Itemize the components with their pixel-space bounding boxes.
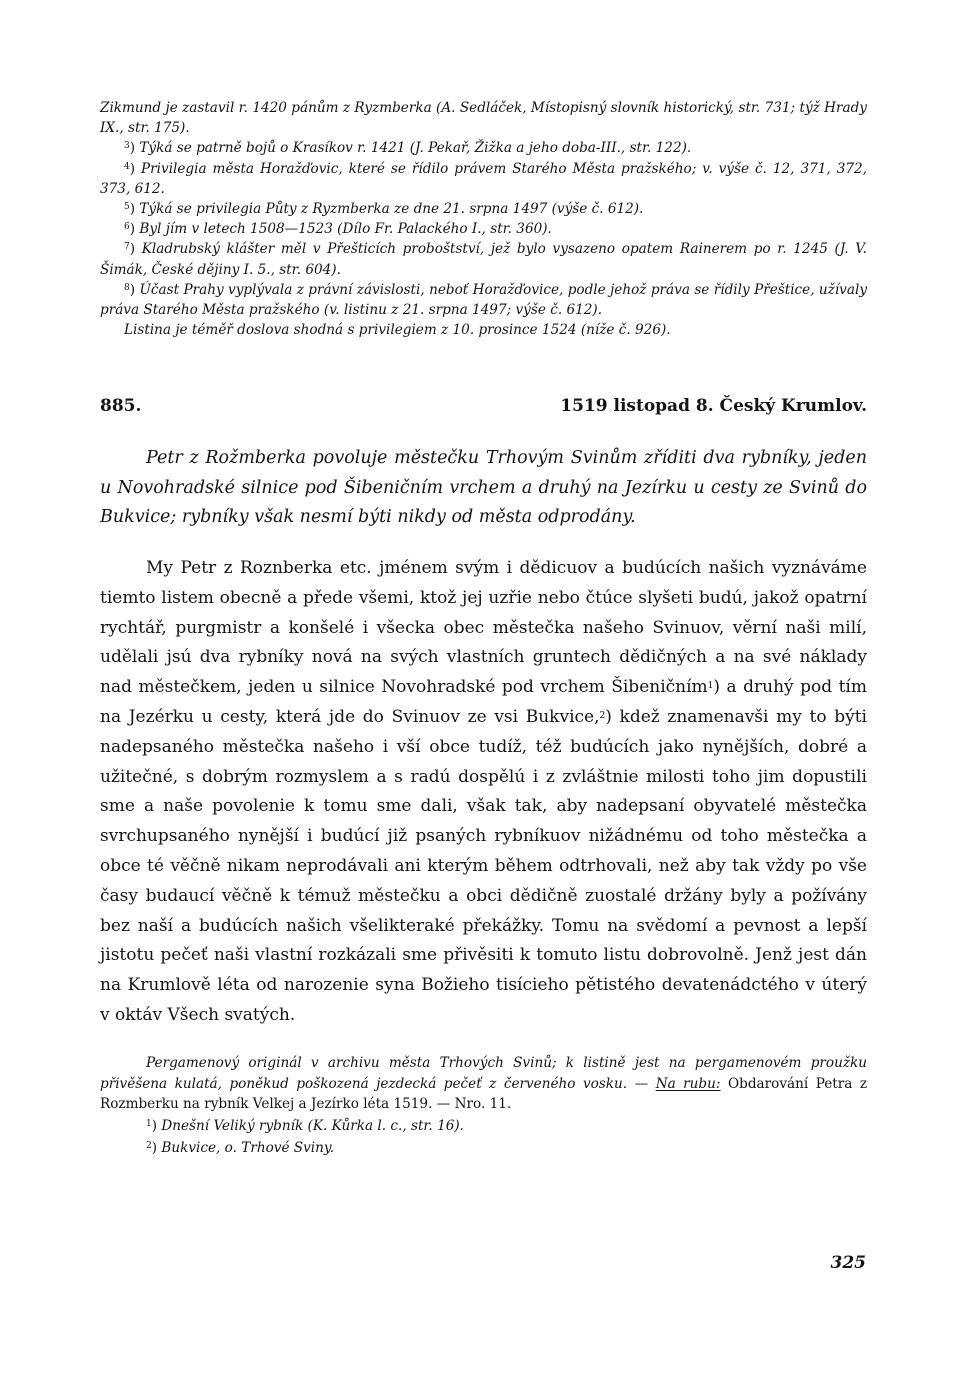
footnote-remark: Listina je téměř doslova shodná s privilegiem z 10. prosince 1524 (níže č. 926). <box>124 322 671 339</box>
note-footnote-1: $^1$) Dnešní Veliký rybník (K. Kůrka l. c., str. 16). <box>146 1118 464 1135</box>
document-heading <box>100 396 867 416</box>
regest: Petr z Rožmberka povoluje městečku Trhovým Svinům zříditi dva rybníky, jeden u Novohradské silnice pod Šibeničním vrchem a druhý na Jezírku u cesty ze Svinů do Bukvice; rybníky však nesmí býti nikdy od města odprodány. <box>100 448 867 527</box>
document-number: 885. <box>100 396 142 417</box>
source-note: Pergamenový originál v archivu města Trhových Svinů; k listině jest na pergamenovém proužku přivěšena kulatá, poněkud poškozená jezdecká pečeť z červeného vosku. — Na rubu: Obdarování Petra z Rozmberku na rybník Velkej a Jezírko léta 1519. — Nro. 11. <box>100 1054 867 1113</box>
footnote-marker: 7 <box>124 242 130 253</box>
footnote-marker: 3 <box>124 141 130 152</box>
footnote-marker: 1 <box>146 1119 152 1130</box>
document-date-place: 1519 listopad 8. Český Krumlov. <box>560 396 867 417</box>
footnote-marker: 8 <box>124 282 130 293</box>
footnote-5: $^5$) Týká se privilegia Půty z Ryzmberka ze dne 21. srpna 1497 (výše č. 612). <box>124 201 644 218</box>
footnote-marker: 5 <box>124 202 130 213</box>
footnote-marker: 2 <box>146 1141 152 1152</box>
footnote-7: $^7$) Kladrubský klášter měl v Přešticích proboštství, jež bylo vysazeno opatem Rainerem po r. 1245 (J. V. Šimák, České dějiny I. 5., str. 604). <box>100 241 867 278</box>
page <box>100 98 867 1159</box>
na-rubu-label: Na rubu: <box>655 1075 721 1092</box>
top-footnotes <box>100 98 867 340</box>
notes <box>100 1053 867 1159</box>
footnote-ref: 2 <box>599 711 606 722</box>
footnote-8: $^8$) Účast Prahy vyplývala z právní závislosti, neboť Horažďovice, podle jehož práva se řídily Přeštice, užívaly práva Starého Města pražského (v. listinu z 21. srpna 1497; výše č. 612). <box>100 281 867 319</box>
footnote-4: $^4$) Privilegia města Horažďovic, které se řídilo právem Starého Města pražského; v. výše č. 12, 371, 372, 373, 612. <box>100 160 867 197</box>
footnote-3: $^3$) Týká se patrně bojů o Krasíkov r. 1421 (J. Pekař, Žižka a jeho doba-III., str. 122). <box>124 140 692 157</box>
charter-text: My Petr z Roznberka etc. jménem svým i dědicuov a budúcích našich vyznáváme tiemto listem obecně a předе všemi, ktož jej uzřie nebo čtúce slyšeti budú, jakož opatrní rychtář, purgmistr a konšelé i všecka obec městečka našeho Svinuov, věrní naši milí, udělali jsú dva rybníky nová na svých vlastních gruntech dědičných a na své náklady nad městečkem, jeden u silnice Novohradské pod vrchem Šibeničním$^1$) a druhý pod tím na Jezérku u cesty, která jde do Svinuov ze vsi Bukvice,$^2$) kdež znamenavši my to býti nadepsaného městečka našeho i vší obce tudíž, též budúcích jako nynějších, dobré a užitečné, s dobrým rozmyslem a s radú dospělú i z zvláštnie milosti toho jim dopustili sme a naše povolenie k tomu sme dali, však tak, aby nadepsaní obyvatelé městečka svrchupsaného nynější i budúcí již psaných rybníkuov nižádnému od toho městečka a obce té věčně nikam neprodávali ani kterým během odtrhovali, než aby tak vždy po vše časy budaucí věčně k témuž městečku a obci dědičně zuostalé držány byly a požívány bez naší a budúcích našich všelikteraké překážky. Tomu na svědomí a pevnost a lepší jistotu pečeť naši vlastní rozkázali sme přivěsiti k tomuto listu dobrovolně. Jenž jest dán na Krumlově léta od narozenie syna Božieho tisícieho pětistého devatenádctého v úterý v oktáv Všech svatých. <box>100 558 867 1025</box>
footnote-marker: 4 <box>124 161 130 172</box>
footnote-marker: 6 <box>124 222 130 233</box>
footnote-continuation: Zikmund je zastavil r. 1420 pánům z Ryzmberka (A. Sedláček, Místopisný slovník historický, str. 731; týž Hrady IX., str. 175). <box>100 100 867 137</box>
note-footnote-2: $^2$) Bukvice, o. Trhové Sviny. <box>146 1140 335 1157</box>
footnote-6: $^6$) Byl jím v letech 1508—1523 (Dílo Fr. Palackého I., str. 360). <box>124 221 552 238</box>
page-number: 325 <box>830 1253 866 1273</box>
footnote-ref: 1 <box>707 681 714 692</box>
